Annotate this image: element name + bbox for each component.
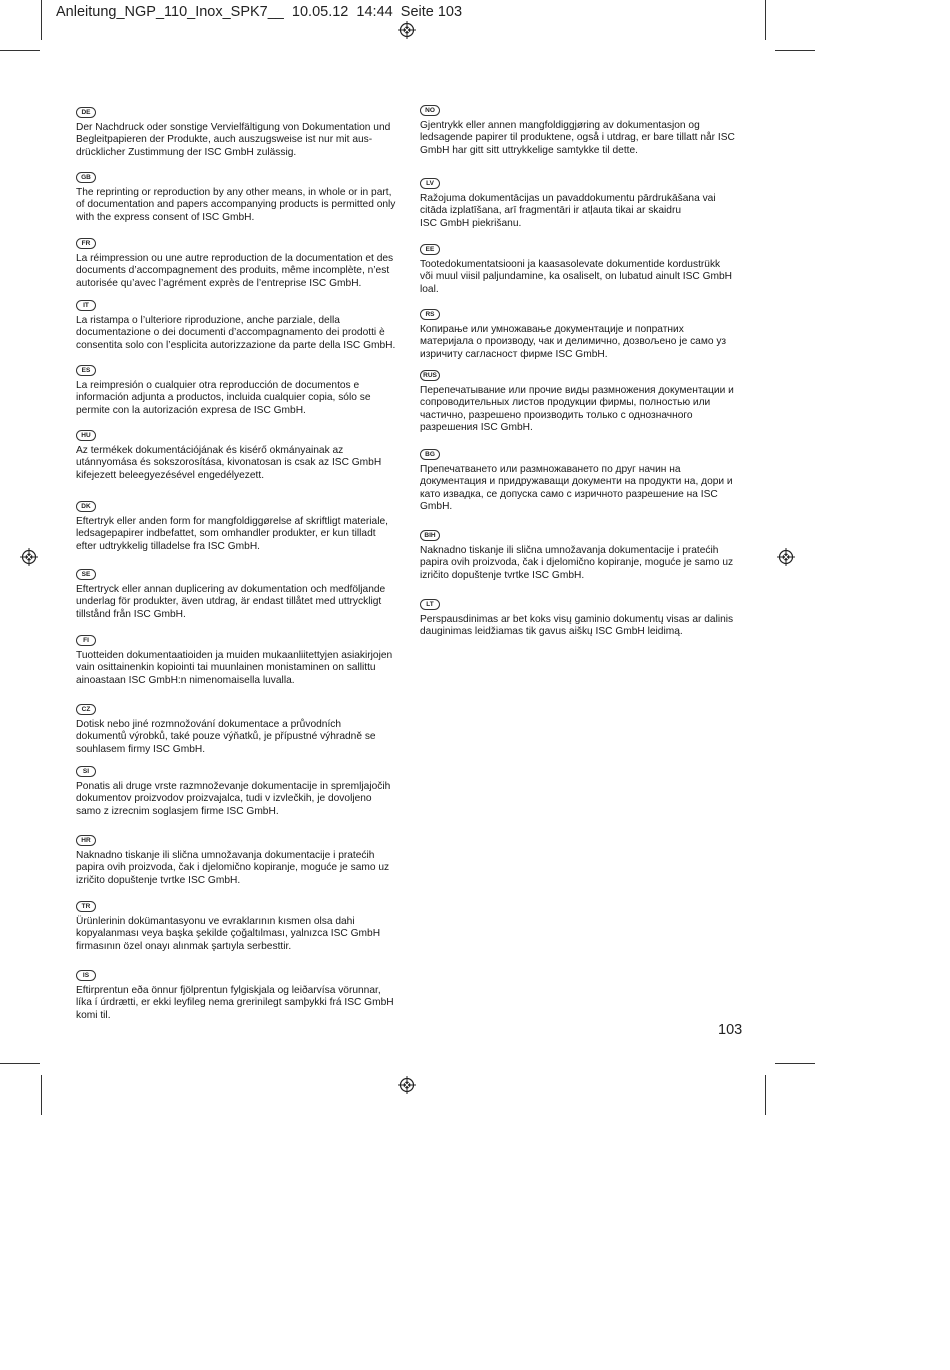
section-cz [76, 698, 406, 756]
section-lv [420, 172, 750, 230]
language-badge: LT [420, 599, 440, 610]
crop-mark-bottom-right-h [775, 1063, 815, 1064]
language-badge: HR [76, 835, 96, 846]
section-fr [76, 232, 406, 290]
language-badge: IS [76, 970, 96, 981]
crop-mark-top-right-h [775, 50, 815, 51]
crop-mark-bottom-left-v [41, 1075, 42, 1115]
crop-mark-top-left-h [0, 50, 40, 51]
section-rus [420, 364, 750, 434]
section-it [76, 294, 406, 352]
language-badge: NO [420, 105, 440, 116]
section-text: La réimpression ou une autre reproduction de la documentation et des documents d’accompagnement des produits, même incomplète, n’est autorisée qu’avec l’agrément exprès de l’entreprise ISC GmbH. [76, 253, 394, 289]
language-badge: IT [76, 300, 96, 311]
section-text: Dotisk nebo jiné rozmnožování dokumentace a průvodních dokumentů výrobků, také pouze výňatků, je přípustné výhradně se souhlasem firmy ISC GmbH. [76, 719, 376, 755]
crop-mark-bottom-right-v [765, 1075, 766, 1115]
section-text: La ristampa o l’ulteriore riproduzione, anche parziale, della documentazione o dei documenti d’accompagnamento dei prodotti è consentita solo con l’esplicita autorizzazione da parte della ISC GmbH. [76, 315, 396, 351]
language-badge: FR [76, 238, 96, 249]
section-text: Копирање или умножавање документације и попратних материјала о производу, чак и делимично, дозвољено је само уз изричиту сагласност фирме ISC GmbH. [420, 324, 727, 360]
section-bg [420, 443, 750, 513]
section-text: Tuotteiden dokumentaatioiden ja muiden mukaanliitettyjen asiakirjojen vain osittainenkin kopiointi tai muunlainen monistaminen on sallittu ainoastaan ISC GmbH:n nimenomaisella luvalla. [76, 650, 393, 686]
section-text: Eftertryk eller anden form for mangfoldiggørelse af skriftligt materiale, ledsagepapirer indbefattet, som omhandler produkter, er kun tilladt efter udtrykkelig tilladelse fra ISC GmbH. [76, 516, 388, 552]
section-text: Az termékek dokumentációjának és kisérő okmányainak az utánnyomása és sokszorosítása, kivonatosan is csak az ISC GmbH kifejezett beleegyezésével engedélyezett. [76, 445, 382, 481]
section-tr [76, 895, 406, 953]
section-text: Eftertryck eller annan duplicering av dokumentation och medföljande underlag för produkter, även utdrag, är endast tillåtet med uttryckligt tillstånd från ISC GmbH. [76, 584, 386, 620]
language-badge: CZ [76, 704, 96, 715]
language-badge: HU [76, 430, 96, 441]
section-de [76, 101, 406, 159]
document-header: Anleitung_NGP_110_Inox_SPK7__ 10.05.12 14:44 Seite 103 [56, 4, 463, 20]
section-text: Der Nachdruck oder sonstige Vervielfältigung von Dokumentation und Begleitpapieren der Produkte, auch auszugsweise ist nur mit aus- drücklicher Zustimmung der ISC GmbH zulässig. [76, 122, 391, 158]
section-text: Ponatis ali druge vrste razmnoževanje dokumentacije in spremljajočih dokumentov proizvodov proizvajalca, tudi v izvlečkih, je dovoljeno samo z izrecnim soglasjem firme ISC GmbH. [76, 781, 391, 817]
section-text: La reimpresión o cualquier otra reproducción de documentos e información adjunta a productos, incluida cualquier copia, sólo se permite con la autorización expresa de ISC GmbH. [76, 380, 371, 416]
section-text: Naknadno tiskanje ili slična umnožavanja dokumentacije i pratećih papira ovih proizvoda, čak i djelomično kopiranje, moguće je samo uz izričito dopuštenje tvrtke ISC GmbH. [420, 545, 734, 581]
registration-mark-icon [398, 21, 416, 39]
language-badge: BG [420, 449, 440, 460]
language-badge: ES [76, 365, 96, 376]
section-text: Перепечатывание или прочие виды размножения документации и сопроводительных листов продукции фирмы, полностью или частично, разрешено производить только с однозначного разрешения ISC GmbH. [420, 385, 734, 433]
section-bih [420, 524, 750, 582]
section-es [76, 359, 406, 417]
section-text: Tootedokumentatsiooni ja kaasasolevate dokumentide kordustrükk või muul viisil paljundamine, ka osaliselt, on lubatud ainult ISC GmbH loal. [420, 259, 733, 295]
section-rs [420, 303, 750, 361]
language-badge: FI [76, 635, 96, 646]
crop-mark-top-right-v [765, 0, 766, 40]
section-hr [76, 829, 406, 887]
page-number: 103 [718, 1022, 743, 1038]
section-text: Naknadno tiskanje ili slična umnožavanja dokumentacije i pratećih papira ovih proizvoda, čak i djelomično kopiranje, moguće je samo uz izričito dopuštenje tvrtke ISC GmbH. [76, 850, 390, 886]
section-hu [76, 424, 406, 482]
section-dk [76, 495, 406, 553]
language-badge: BIH [420, 530, 440, 541]
language-badge: LV [420, 178, 440, 189]
language-badge: SI [76, 766, 96, 777]
crop-mark-top-left-v [41, 0, 42, 40]
section-is [76, 964, 406, 1022]
language-badge: RS [420, 309, 440, 320]
registration-mark-icon [20, 548, 38, 566]
section-text: Препечатването или размножаването по друг начин на документация и придружаващи документи на продукти на, дори и като извадка, се допуска само с изричното разрешение на ISC GmbH. [420, 464, 733, 512]
language-badge: SE [76, 569, 96, 580]
section-no [420, 99, 750, 157]
language-badge: RUS [420, 370, 440, 381]
language-badge: EE [420, 244, 440, 255]
section-lt [420, 593, 750, 639]
section-se [76, 563, 406, 621]
language-badge: TR [76, 901, 96, 912]
section-si [76, 760, 406, 818]
language-badge: DK [76, 501, 96, 512]
section-gb [76, 166, 406, 224]
section-text: Eftirprentun eða önnur fjölprentun fylgiskjala og leiðarvísa vörunnar, líka í úrdrætti, er ekki leyfileg nema grerinilegt samþykki frá ISC GmbH komi til. [76, 985, 394, 1021]
language-badge: DE [76, 107, 96, 118]
section-text: Perspausdinimas ar bet koks visų gaminio dokumentų visas ar dalinis dauginimas leidžiamas tik gavus aiškų ISC GmbH leidimą. [420, 614, 734, 638]
section-ee [420, 238, 750, 296]
section-fi [76, 629, 406, 687]
section-text: Ražojuma dokumentācijas un pavaddokumentu pārdrukāšana vai citāda izplatīšana, arī fragmentāri ir atļauta tikai ar skaidru ISC GmbH piekrišanu. [420, 193, 716, 229]
language-badge: GB [76, 172, 96, 183]
registration-mark-icon [398, 1076, 416, 1094]
crop-mark-bottom-left-h [0, 1063, 40, 1064]
section-text: Gjentrykk eller annen mangfoldiggjøring av dokumentasjon og ledsagende papirer til produktene, også i utdrag, er bare tillatt når ISC GmbH har gitt sitt uttrykkelige samtykke til dette. [420, 120, 735, 156]
registration-mark-icon [777, 548, 795, 566]
section-text: Ürünlerinin dokümantasyonu ve evraklarının kısmen olsa dahi kopyalanması veya başka şekilde çoğaltılması, yalnızca ISC GmbH firmasının özel onayı alınmak şartıyla serbesttir. [76, 916, 381, 952]
section-text: The reprinting or reproduction by any other means, in whole or in part, of documentation and papers accompanying products is permitted only with the express consent of ISC GmbH. [76, 187, 396, 223]
